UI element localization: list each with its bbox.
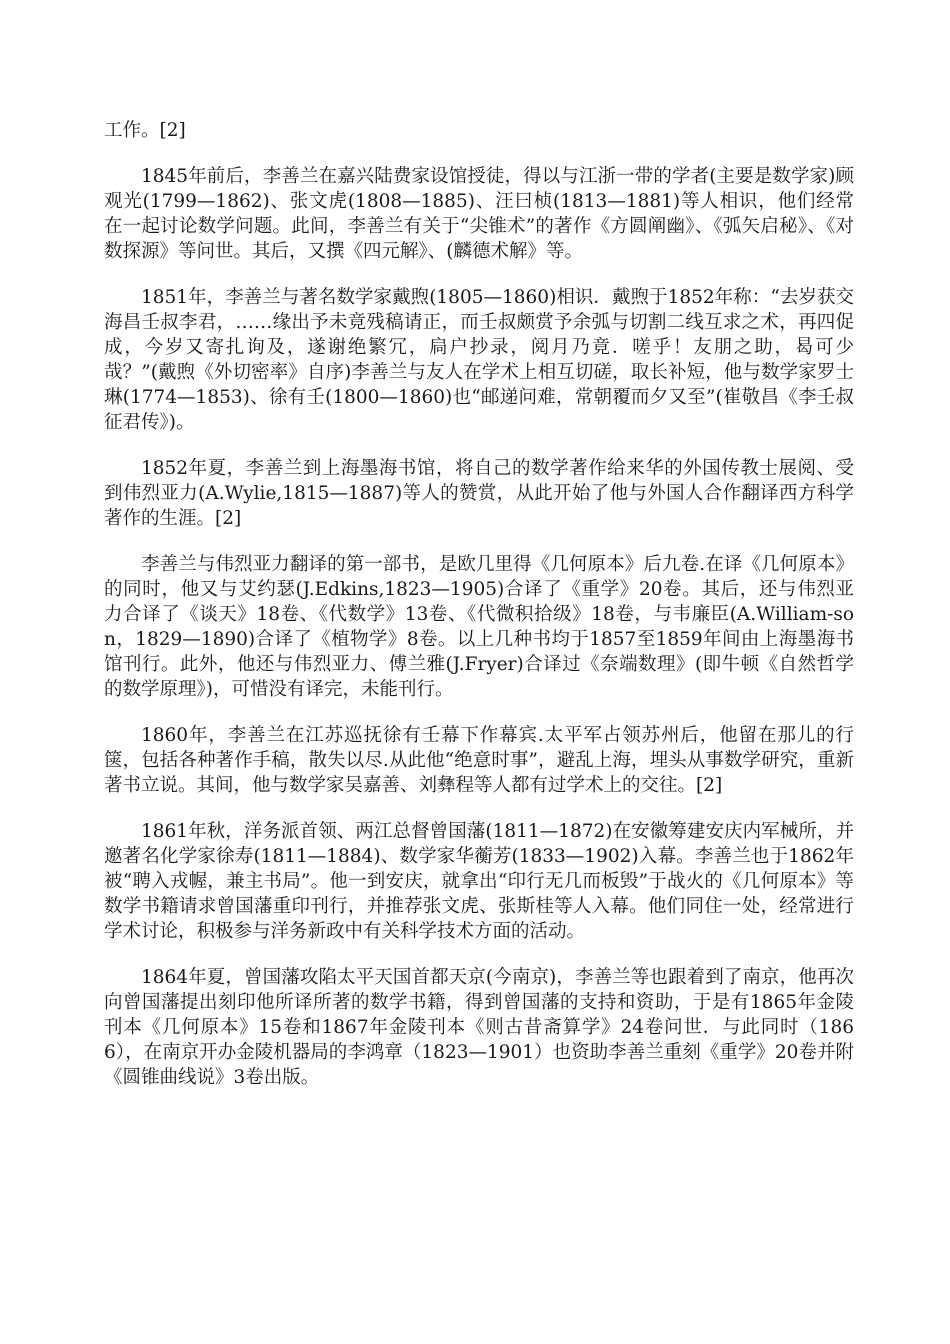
paragraph-continuation: 工作。[2] [104,120,186,141]
paragraph-translations: 李善兰与伟烈亚力翻译的第一部书，是欧几里得《几何原本》后九卷.在译《几何原本》的同时，他又与艾约瑟(J.Edkins,1823—1905)合译了《重学》20卷。其后，还与伟烈亚力合译了《谈天》18卷、《代数学》13卷、《代微积拾级》18卷，与韦廉臣(A.William-son，1829—1890)合译了《植物学》8卷。以上几种书均于1857至1859年间由上海墨海书馆刊行。此外，他还与伟烈亚力、傅兰雅(J.Fryer)合译过《奈端数理》(即牛顿《自然哲学的数学原理》)，可惜没有译完，未能刊行。 [104,554,854,700]
paragraph-1864: 1864年夏，曾国藩攻陷太平天国首都天京(今南京)，李善兰等也跟着到了南京，他再次向曾国藩提出刻印他所译所著的数学书籍，得到曾国藩的支持和资助，于是有1865年金陵刊本《几何原本》15卷和1867年金陵刊本《则古昔斋算学》24卷问世．与此同时（1866），在南京开办金陵机器局的李鸿章（1823—1901）也资助李善兰重刻《重学》20卷并附《圆锥曲线说》3卷出版。 [104,967,854,1088]
paragraph-1851: 1851年，李善兰与著名数学家戴煦(1805—1860)相识．戴煦于1852年称：“去岁获交海昌壬叔李君，……缘出予未竟残稿请正，而壬叔颇赏予余弧与切割二线互求之术，再四促成，今岁又寄扎询及，遂谢绝繁冗，扃户抄录，阅月乃竟．嗟乎！友朋之助，曷可少哉？”(戴煦《外切密率》自序)李善兰与友人在学术上相互切磋，取长补短，他与数学家罗士琳(1774—1853)、徐有壬(1800—1860)也“邮递问难，常朝覆而夕又至”(崔敬昌《李壬叔征君传》)。 [104,287,854,433]
paragraph-1845: 1845年前后，李善兰在嘉兴陆费家设馆授徒，得以与江浙一带的学者(主要是数学家)顾观光(1799—1862)、张文虎(1808—1885)、汪曰桢(1813—1881)等人相识，他们经常在一起讨论数学问题。此间，李善兰有关于“尖锥术”的著作《方圆阐幽》、《弧矢启秘》、《对数探源》等问世。其后，又撰《四元解》、(麟德术解》等。 [104,166,854,262]
paragraph-1852: 1852年夏，李善兰到上海墨海书馆，将自己的数学著作给来华的外国传教士展阅、受到伟烈亚力(A.Wylie,1815—1887)等人的赞赏，从此开始了他与外国人合作翻译西方科学著作的生涯。[2] [104,458,854,529]
paragraph-1861: 1861年秋，洋务派首领、两江总督曾国藩(1811—1872)在安徽筹建安庆内军械所，并邀著名化学家徐寿(1811—1884)、数学家华蘅芳(1833—1902)入幕。李善兰也于1862年被“聘入戎幄，兼主书局”。他一到安庆，就拿出“印行无几而板毁”于战火的《几何原本》等数学书籍请求曾国藩重印刊行，并推荐张文虎、张斯桂等人入幕。他们同住一处，经常进行学术讨论，积极参与洋务新政中有关科学技术方面的活动。 [104,821,854,942]
document-page [104,118,854,1111]
paragraph-1860: 1860年，李善兰在江苏巡抚徐有壬幕下作幕宾.太平军占领苏州后，他留在那儿的行箧，包括各种著作手稿，散失以尽.从此他“绝意时事”，避乱上海，埋头从事数学研究，重新著书立说。其间，他与数学家吴嘉善、刘彝程等人都有过学术上的交往。[2] [104,725,854,796]
